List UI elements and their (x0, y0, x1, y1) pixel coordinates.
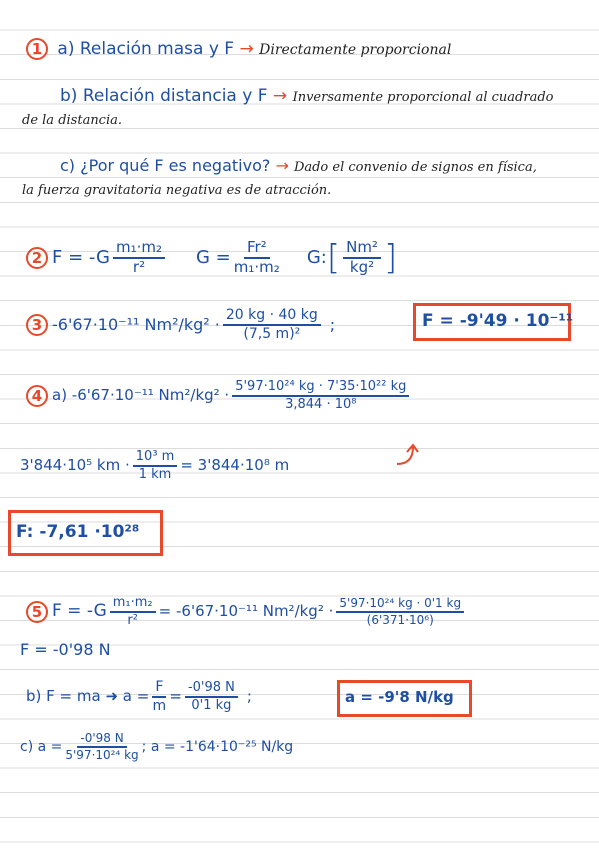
q1c-answer-2: la fuerza gravitatoria negativa es de atracción. (22, 183, 332, 198)
q2-units-lhs: G: (306, 246, 327, 268)
q3-separator: ; (329, 314, 336, 334)
q1-line-a (26, 38, 451, 60)
q2-line (26, 237, 398, 278)
q5-b-numerator1: F (152, 680, 166, 698)
q1a-answer: Directamente proporcional (259, 42, 452, 58)
q2-g-fraction (234, 240, 280, 276)
q5-c-numerator: -0'98 N (77, 732, 126, 748)
q5-f-numerator2: 5'97·10²⁴ kg · 0'1 kg (336, 597, 464, 613)
q2-number: 2 (26, 247, 48, 269)
q5-c-denominator: 5'97·10²⁴ kg (65, 747, 139, 762)
q5-c-fraction (65, 732, 138, 761)
q1a-label: a) Relación masa y F (57, 39, 235, 59)
q2-f-fraction (113, 240, 165, 276)
q5-b-separator: ; (246, 687, 252, 706)
q4-a-denominator: 3,844 · 10⁸ (285, 396, 357, 412)
q4-a-numerator: 5'97·10²⁴ kg · 7'35·10²² kg (232, 380, 409, 397)
q3-numerator: 20 kg · 40 kg (223, 308, 321, 326)
q4-number: 4 (26, 385, 48, 407)
q2-g-numerator: Fr² (244, 240, 270, 259)
q3-fraction (223, 308, 321, 341)
q4-conv-rhs: = 3'844·10⁸ m (180, 456, 290, 475)
q5-b-result: a = -9'8 N/kg (345, 688, 454, 706)
q5-f-fraction2 (336, 597, 464, 626)
q4-a-lhs: a) -6'67·10⁻¹¹ Nm²/kg² · (52, 386, 230, 405)
q4-conversion (20, 450, 289, 481)
q5-b-denominator1: m (152, 697, 167, 714)
left-bracket-icon: [ (326, 237, 341, 278)
q4-conv-denominator: 1 km (138, 466, 172, 482)
q5-f-numerator: m₁·m₂ (110, 596, 156, 613)
q5-c-rhs: ; a = -1'64·10⁻²⁵ N/kg (141, 738, 294, 755)
q1-line-b (60, 88, 553, 105)
q2-g-denominator: m₁·m₂ (233, 257, 280, 276)
q5-b-denominator2: 0'1 kg (191, 697, 232, 713)
q3-line (26, 308, 335, 341)
q1b-answer-2: de la distancia. (22, 113, 123, 128)
q3-denominator: (7,5 m)² (243, 325, 301, 342)
q4-result: F: -7,61 ·10²⁸ (16, 522, 140, 542)
q1-line-c (60, 158, 537, 174)
q5-line-c (20, 732, 293, 761)
arrow-icon: → (275, 156, 289, 175)
q2-f-lhs: F = -G (52, 246, 110, 268)
q5-f-fraction (110, 596, 156, 627)
curved-arrow-icon (395, 442, 423, 468)
q1b-label: b) Relación distancia y F (60, 86, 268, 106)
q5-c-lhs: c) a = (20, 738, 63, 755)
q5-b-numerator2: -0'98 N (185, 681, 238, 698)
q1c-answer-1: Dado el convenio de signos en física, (293, 160, 537, 175)
q5-b-eq: = (169, 687, 182, 706)
q1b-answer-1: Inversamente proporcional al cuadrado (292, 90, 554, 105)
q5-number: 5 (26, 601, 48, 623)
right-bracket-icon: ] (383, 237, 398, 278)
q5-f-lhs: F = -G (52, 601, 107, 622)
q4-line-a (26, 380, 412, 411)
q5-b-lhs: b) F = ma ➜ a = (26, 687, 150, 706)
q3-result: F = -9'49 · 10⁻¹¹ (422, 311, 574, 331)
q5-line-f (26, 596, 467, 627)
q5-f-mid: = -6'67·10⁻¹¹ Nm²/kg² · (158, 602, 334, 621)
q5-line-b (26, 680, 252, 713)
q5-f-result: F = -0'98 N (20, 640, 111, 659)
q4-conv-lhs: 3'844·10⁵ km · (20, 456, 130, 475)
q2-units-denominator: kg² (349, 257, 375, 276)
q5-b-fraction2 (185, 681, 238, 712)
q2-units-numerator: Nm² (343, 240, 381, 259)
q2-units-fraction (343, 240, 381, 276)
q4-conv-numerator: 10³ m (133, 450, 178, 467)
q4-conv-fraction (133, 450, 178, 481)
q1-number: 1 (26, 38, 48, 60)
q5-b-fraction1 (152, 680, 166, 713)
q5-f-denominator: r² (127, 612, 138, 628)
q3-expr-lhs: -6'67·10⁻¹¹ Nm²/kg² · (52, 314, 220, 334)
q2-g-lhs: G = (196, 246, 231, 268)
q3-number: 3 (26, 314, 48, 336)
arrow-icon: → (272, 86, 288, 106)
q2-f-numerator: m₁·m₂ (113, 240, 165, 259)
q1c-label: c) ¿Por qué F es negativo? (60, 156, 271, 175)
q2-f-denominator: r² (132, 257, 146, 276)
q4-a-fraction (232, 380, 409, 411)
arrow-icon: → (239, 39, 254, 59)
q5-f-denominator2: (6'371·10⁶) (366, 612, 434, 627)
